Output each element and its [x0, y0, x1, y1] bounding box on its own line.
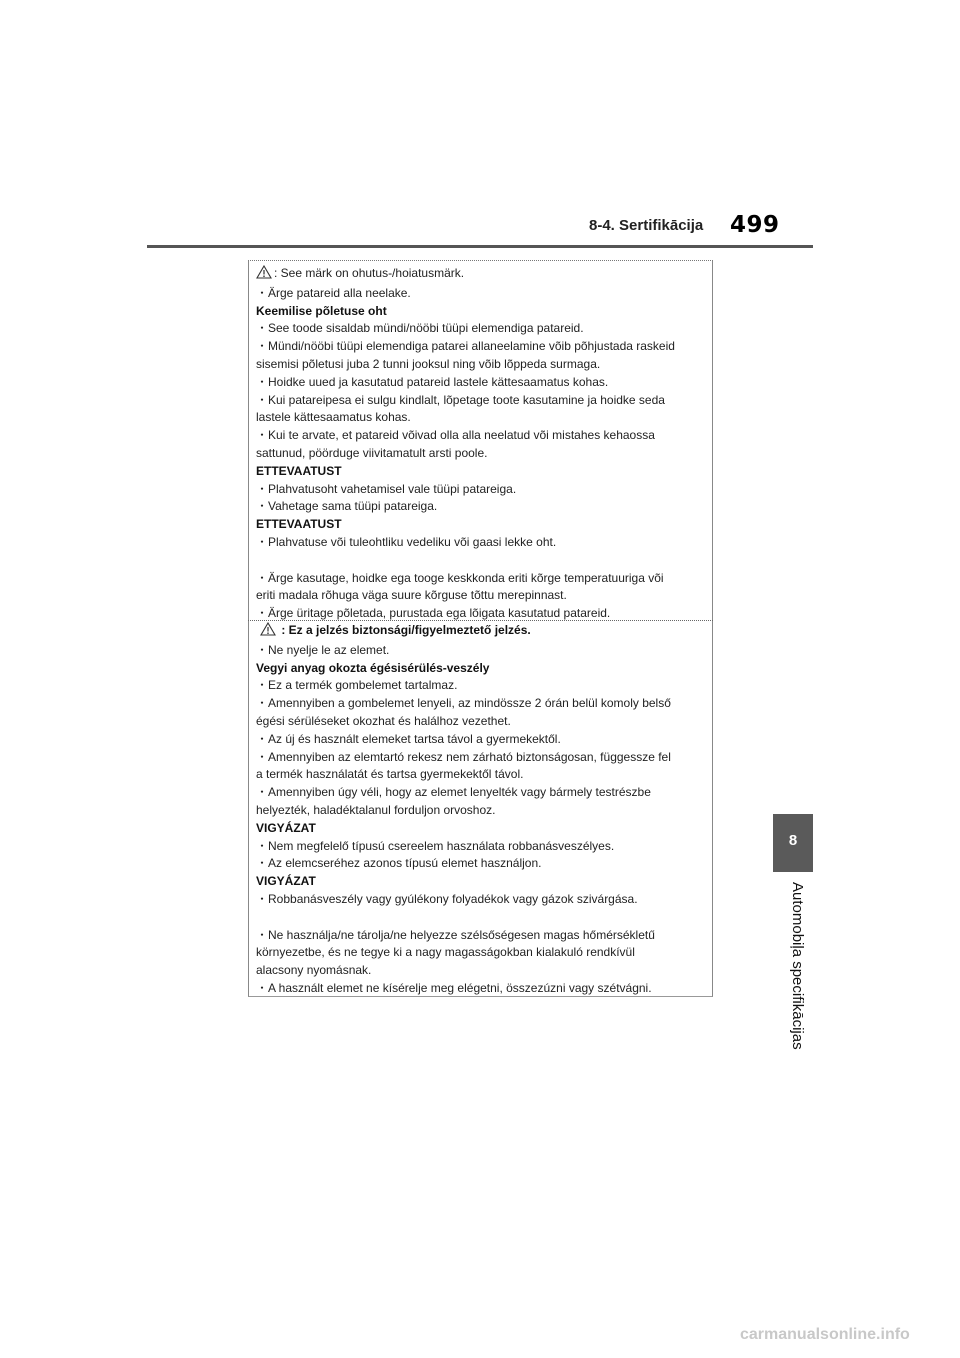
section-subheading: VIGYÁZAT: [256, 874, 316, 889]
blank-line: [256, 552, 675, 570]
text-line: helyezték, haladéktalanul forduljon orvoshoz.: [256, 802, 496, 817]
section-subheading: ETTEVAATUST: [256, 463, 342, 478]
section-subheading: Keemilise põletuse oht: [256, 303, 387, 318]
text-line: sisemisi põletusi juba 2 tunni jooksul ning võib lõppeda surmaga.: [256, 356, 601, 371]
blank-line: [256, 909, 671, 927]
hungarian-warning-section: [256, 622, 671, 998]
text-line: ・Amennyiben úgy véli, hogy az elemet lenyelték vagy bármely testrészbe: [256, 785, 651, 800]
text-line: eriti madala rõhuga väga suure kõrguse tõttu merepinnast.: [256, 588, 567, 603]
text-line: ・Kui patareipesa ei sulgu kindlalt, lõpetage toote kasutamine ja hoidke seda: [256, 392, 665, 407]
text-line: alacsony nyomásnak.: [256, 963, 372, 978]
section-separator: [248, 620, 713, 621]
header-rule: [147, 245, 813, 248]
section-title: 8-4. Sertifikācija: [589, 217, 704, 234]
text-line: égési sérüléseket okozhat és halálhoz vezethet.: [256, 713, 511, 728]
text-line: ・Ärge patareid alla neelake.: [256, 285, 411, 300]
text-line: ・Amennyiben a gombelemet lenyeli, az mindössze 2 órán belül komoly belső: [256, 696, 671, 711]
text-line: ・A használt elemet ne kísérelje meg elégetni, összezúzni vagy szétvágni.: [256, 980, 652, 995]
text-line: lastele kättesaamatus kohas.: [256, 410, 411, 425]
text-line: ・Ärge üritage põletada, purustada ega lõigata kasutatud patareid.: [256, 606, 611, 621]
estonian-heading-text: : See märk on ohutus-/hoiatusmärk.: [274, 266, 465, 280]
hungarian-heading: [256, 622, 671, 642]
section-subheading: VIGYÁZAT: [256, 820, 316, 835]
hungarian-heading-text: : Ez a jelzés biztonsági/figyelmeztető jelzés.: [278, 623, 531, 637]
text-line: ・Mündi/nööbi tüüpi elemendiga patarei allaneelamine võib põhjustada raskeid: [256, 339, 675, 354]
text-line: ・Hoidke uued ja kasutatud patareid lastele kättesaamatus kohas.: [256, 374, 609, 389]
text-line: ・Az új és használt elemeket tartsa távol a gyermekektől.: [256, 731, 561, 746]
page-number: 499: [730, 212, 780, 238]
text-line: ・Kui te arvate, et patareid võivad olla alla neelatud või mistahes kehaossa: [256, 428, 655, 443]
section-subheading: ETTEVAATUST: [256, 517, 342, 532]
text-line: ・Ez a termék gombelemet tartalmaz.: [256, 678, 458, 693]
text-line: ・Robbanásveszély vagy gyúlékony folyadékok vagy gázok szivárgása.: [256, 891, 638, 906]
text-line: ・Ärge kasutage, hoidke ega tooge keskkonda eriti kõrge temperatuuriga või: [256, 570, 664, 585]
chapter-title: Automobiļa specifikācijas: [789, 882, 806, 1050]
text-line: ・Nem megfelelő típusú csereelem használata robbanásveszélyes.: [256, 838, 615, 853]
text-line: ・Amennyiben az elemtartó rekesz nem zárható biztonságosan, függessze fel: [256, 749, 671, 764]
warning-triangle-icon: [260, 622, 276, 642]
chapter-number: 8: [788, 832, 798, 849]
text-line: ・Az elemcseréhez azonos típusú elemet használjon.: [256, 856, 542, 871]
text-line: környezetbe, és ne tegye ki a nagy magasságokban kialakuló rendkívül: [256, 945, 635, 960]
watermark: carmanualsonline.info: [740, 1326, 910, 1343]
estonian-warning-section: [256, 265, 675, 623]
text-line: ・Ne használja/ne tárolja/ne helyezze szélsőségesen magas hőmérsékletű: [256, 927, 655, 942]
section-subheading: Vegyi anyag okozta égésisérülés-veszély: [256, 660, 490, 675]
text-line: sattunud, pöörduge viivitamatult arsti poole.: [256, 445, 488, 460]
estonian-heading: [256, 265, 675, 285]
text-line: ・Plahvatusoht vahetamisel vale tüüpi patareiga.: [256, 481, 517, 496]
text-line: ・Ne nyelje le az elemet.: [256, 642, 390, 657]
text-line: ・See toode sisaldab mündi/nööbi tüüpi elemendiga patareid.: [256, 321, 584, 336]
warning-triangle-icon: [256, 265, 272, 285]
text-line: ・Vahetage sama tüüpi patareiga.: [256, 499, 438, 514]
text-line: ・Plahvatuse või tuleohtliku vedeliku või gaasi lekke oht.: [256, 534, 557, 549]
text-line: a termék használatát és tartsa gyermekektől távol.: [256, 767, 524, 782]
